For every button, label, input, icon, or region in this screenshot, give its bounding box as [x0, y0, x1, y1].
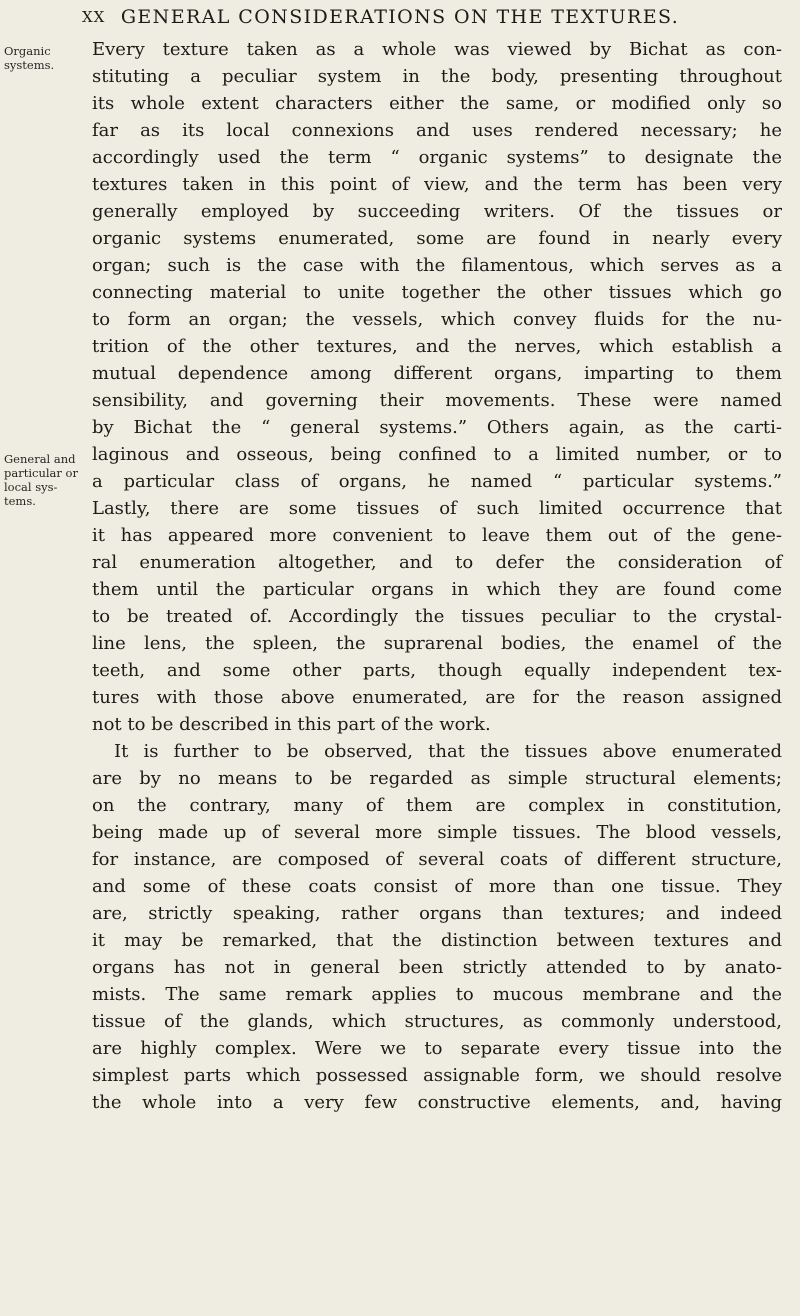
text-line: a particular class of organs, he named “ particular systems.” — [92, 471, 782, 492]
running-title: GENERAL CONSIDERATIONS ON THE TEXTURES. — [120, 6, 680, 28]
text-line: trition of the other textures, and the nerves, which establish a — [92, 336, 782, 357]
text-line: by Bichat the “ general systems.” Others again, as the carti- — [92, 417, 782, 438]
text-line: tures with those above enumerated, are for the reason assigned — [92, 687, 782, 708]
text-line: on the contrary, many of them are complex in constitution, — [92, 795, 782, 816]
text-line: and some of these coats consist of more than one tissue. They — [92, 876, 782, 897]
text-line: mists. The same remark applies to mucous membrane and the — [92, 984, 782, 1005]
body-text — [92, 36, 782, 1116]
text-line: for instance, are composed of several coats of different structure, — [92, 849, 782, 870]
text-line: simplest parts which possessed assignable form, we should resolve — [92, 1065, 782, 1086]
text-line: to form an organ; the vessels, which convey fluids for the nu- — [92, 309, 782, 330]
text-line: organic systems enumerated, some are found in nearly every — [92, 228, 782, 249]
text-line: It is further to be observed, that the tissues above enumerated — [114, 741, 782, 762]
text-line: Lastly, there are some tissues of such limited occurrence that — [92, 498, 782, 519]
text-line: mutual dependence among different organs, imparting to them — [92, 363, 782, 384]
text-line: them until the particular organs in which they are found come — [92, 579, 782, 600]
text-line: are by no means to be regarded as simple structural elements; — [92, 768, 782, 789]
text-line: connecting material to unite together the other tissues which go — [92, 282, 782, 303]
text-line: it has appeared more convenient to leave them out of the gene- — [92, 525, 782, 546]
text-line: to be treated of. Accordingly the tissues peculiar to the crystal- — [92, 606, 782, 627]
text-line: laginous and osseous, being confined to a limited number, or to — [92, 444, 782, 465]
text-line: textures taken in this point of view, and the term has been very — [92, 174, 782, 195]
text-line: tissue of the glands, which structures, as commonly understood, — [92, 1011, 782, 1032]
text-line: ral enumeration altogether, and to defer the consideration of — [92, 552, 782, 573]
text-line: sensibility, and governing their movements. These were named — [92, 390, 782, 411]
text-line: are highly complex. Were we to separate every tissue into the — [92, 1038, 782, 1059]
text-line: generally employed by succeeding writers. Of the tissues or — [92, 201, 782, 222]
text-line: its whole extent characters either the same, or modified only so — [92, 93, 782, 114]
text-line: the whole into a very few constructive elements, and, having — [92, 1092, 782, 1113]
side-note-general-particular-systems: General and particular or local sys- tems. — [4, 452, 78, 508]
side-note-organic-systems: Organic systems. — [4, 44, 55, 72]
text-line: it may be remarked, that the distinction between textures and — [92, 930, 782, 951]
text-line: organ; such is the case with the filamentous, which serves as a — [92, 255, 782, 276]
text-line: Every texture taken as a whole was viewed by Bichat as con- — [92, 39, 782, 60]
text-line: stituting a peculiar system in the body, presenting throughout — [92, 66, 782, 87]
text-line: organs has not in general been strictly attended to by anato- — [92, 957, 782, 978]
text-line: accordingly used the term “ organic systems” to designate the — [92, 147, 782, 168]
text-line: far as its local connexions and uses rendered necessary; he — [92, 120, 782, 141]
page-number: XX — [82, 8, 106, 26]
text-line: line lens, the spleen, the suprarenal bodies, the enamel of the — [92, 633, 782, 654]
text-line: are, strictly speaking, rather organs than textures; and indeed — [92, 903, 782, 924]
text-line: teeth, and some other parts, though equally independent tex- — [92, 660, 782, 681]
text-line: being made up of several more simple tissues. The blood vessels, — [92, 822, 782, 843]
text-line: not to be described in this part of the work. — [92, 714, 491, 735]
